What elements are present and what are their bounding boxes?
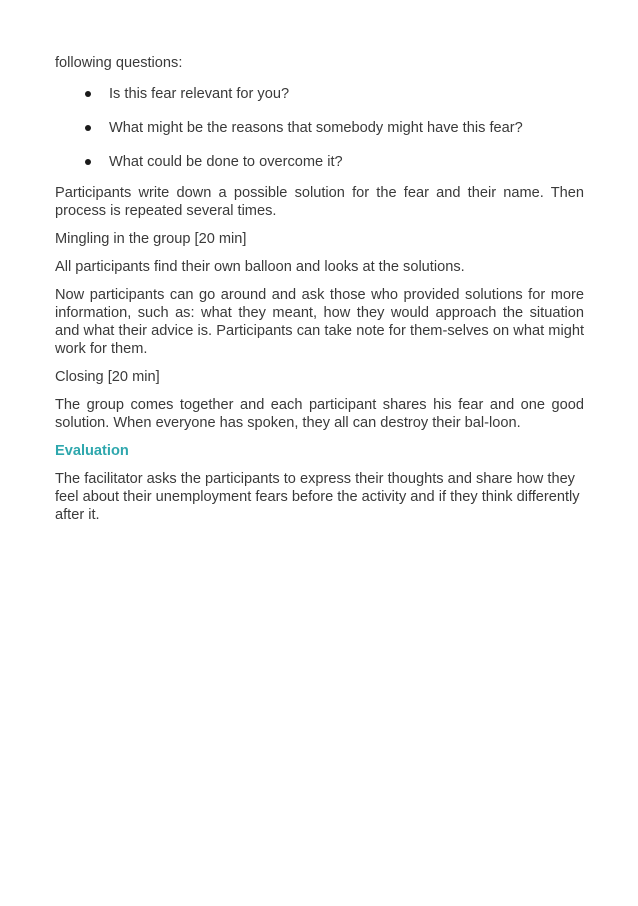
find-balloon-paragraph: All participants find their own balloon and looks at the solutions.: [55, 259, 465, 275]
mingling-subheading: Mingling in the group [20 min]: [55, 231, 247, 247]
intro-text: following questions:: [55, 55, 183, 71]
question-text: What could be done to overcome it?: [109, 154, 343, 170]
question-text: Is this fear relevant for you?: [109, 86, 290, 102]
closing-subheading: Closing [20 min]: [55, 369, 160, 385]
bullet-icon: [85, 91, 91, 97]
ask-paragraph: Now participants can go around and ask those who provided solutions for more information, such as: what they meant, how they would approach the situation and what their advice is. Participants can take note for them-selves on what might work for them.: [55, 287, 584, 357]
question-item: [55, 84, 584, 104]
solution-paragraph: Participants write down a possible solution for the fear and their name. Then process is repeated several times.: [55, 185, 584, 219]
evaluation-paragraph: The facilitator asks the participants to express their thoughts and share how they feel about their unemployment fears before the activity and if they think differently after it.: [55, 471, 580, 523]
group-paragraph: The group comes together and each participant shares his fear and one good solution. When everyone has spoken, they all can destroy their bal-loon.: [55, 397, 584, 431]
bullet-icon: [85, 125, 91, 131]
question-item: [55, 118, 584, 138]
evaluation-heading: Evaluation: [55, 443, 129, 459]
page-content: [55, 54, 584, 534]
bullet-icon: [85, 159, 91, 165]
question-item: [55, 152, 584, 172]
question-list: [55, 84, 584, 172]
question-text: What might be the reasons that somebody might have this fear?: [109, 120, 523, 136]
